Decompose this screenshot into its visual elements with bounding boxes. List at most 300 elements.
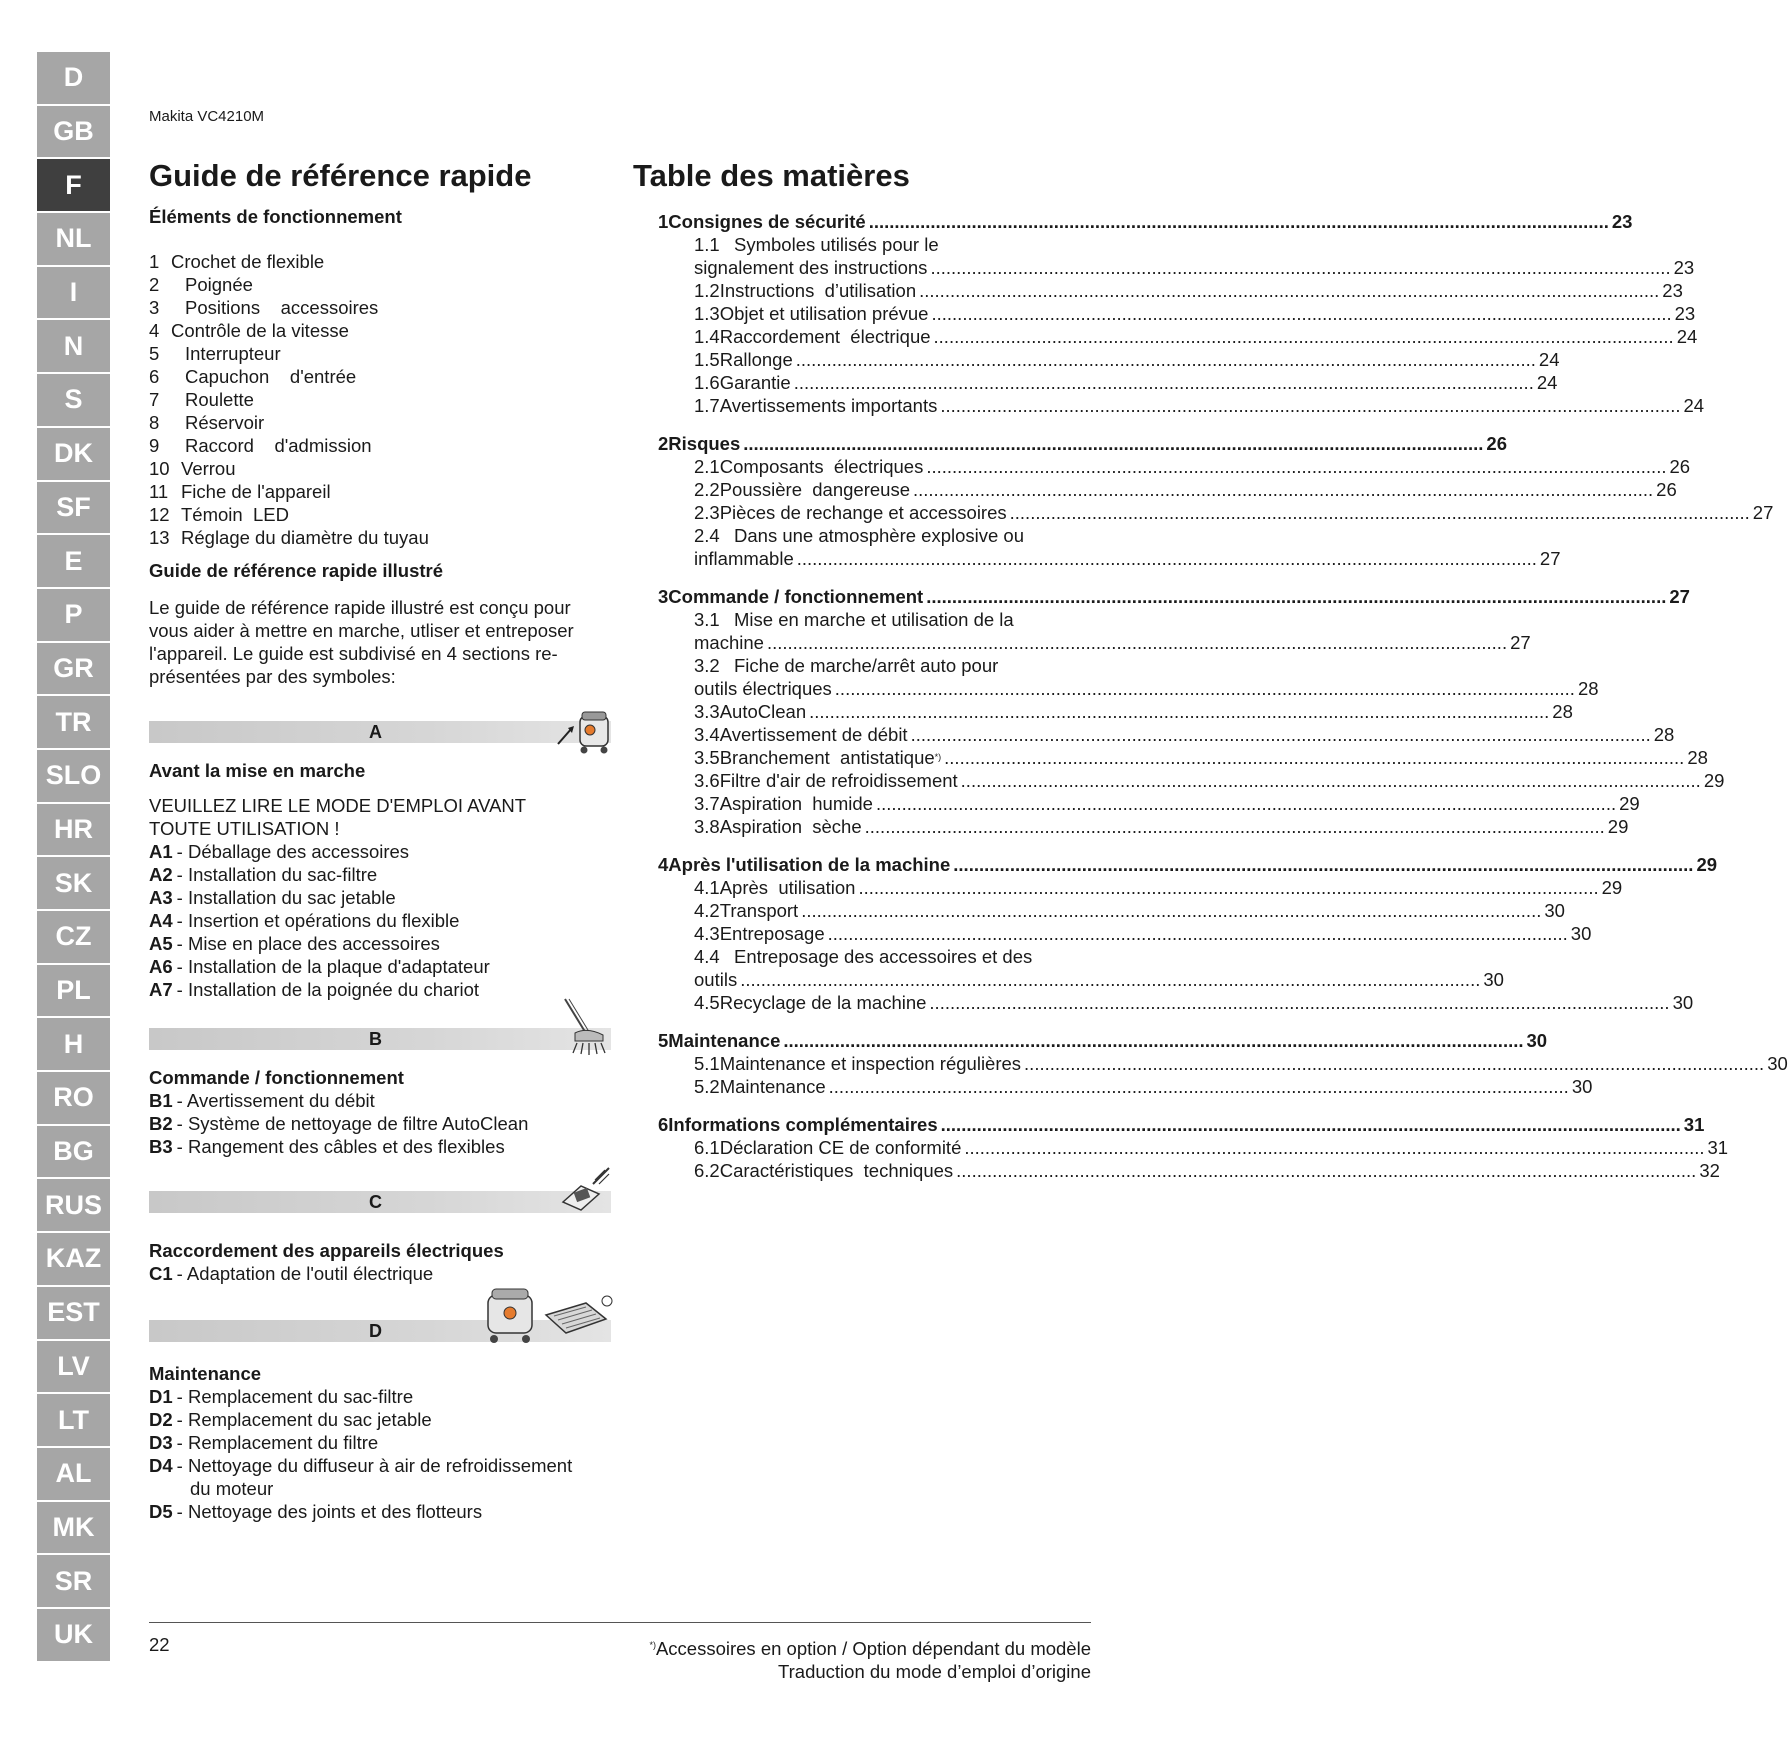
toc-chapter-number: 4: [658, 854, 669, 875]
item-label: Réglage du diamètre du tuyau: [181, 527, 429, 548]
list-item: [149, 978, 619, 1001]
list-item: [149, 1408, 619, 1431]
list-item: [149, 1454, 619, 1477]
power-tool-icon: [559, 1164, 611, 1214]
language-tab-mk[interactable]: MK: [37, 1502, 110, 1556]
illustrated-title: Guide de référence rapide illustré: [149, 560, 444, 581]
toc-entry-line: [658, 991, 1694, 1014]
toc-chapter-heading[interactable]: [658, 1029, 1548, 1052]
toc-entry[interactable]: [658, 792, 1640, 815]
item-label: - Installation de la poignée du chariot: [176, 979, 480, 1000]
toc-chapter: [658, 432, 1774, 570]
toc-entry-title: Filtre d'air de refroidissement: [719, 770, 958, 791]
section-letter: B: [369, 1029, 382, 1049]
language-tab-al[interactable]: AL: [37, 1448, 110, 1502]
item-label: Crochet de flexible: [171, 251, 325, 272]
toc-page-number: 29: [1696, 854, 1718, 875]
toc-entry-text: Symboles utilisés pour le: [734, 234, 939, 255]
toc-entry-text: Fiche de marche/arrêt auto pour: [734, 655, 999, 676]
toc-entry[interactable]: [658, 899, 1565, 922]
toc-chapter-heading[interactable]: [658, 585, 1690, 608]
language-tab-n[interactable]: N: [37, 320, 110, 374]
toc-leader-dots: [964, 1136, 1704, 1159]
item-label: - Installation du sac jetable: [176, 887, 396, 908]
toc-leader-dots: [1010, 501, 1750, 524]
toc-leader-dots: [929, 991, 1669, 1014]
toc-chapter-heading[interactable]: [658, 432, 1507, 455]
toc-entry-number: 3.7: [694, 793, 720, 814]
toc-page-number: 29: [1607, 816, 1629, 837]
language-tab-cz[interactable]: CZ: [37, 911, 110, 965]
toc-entry-line: [658, 501, 1774, 524]
toc-entry-line: [658, 1136, 1729, 1159]
list-item: [149, 1135, 619, 1158]
quick-reference-column: [149, 205, 619, 1523]
toc-chapter-title: Après l'utilisation de la machine: [668, 854, 951, 875]
list-item: [149, 886, 619, 909]
item-code: A2: [149, 864, 173, 885]
toc-page-number: 23: [1611, 211, 1633, 232]
toc-entry[interactable]: [658, 478, 1677, 501]
list-item: [149, 480, 619, 503]
toc-leader-dots: [858, 876, 1598, 899]
toc-entry-number: 1.4: [694, 326, 720, 347]
toc-entry-number: 2.2: [694, 479, 720, 500]
vacuum-cleaner-icon: [554, 706, 614, 756]
table-of-contents: [658, 210, 1788, 1197]
toc-entry-text: Dans une atmosphère explosive ou: [734, 525, 1025, 546]
language-tab-slo[interactable]: SLO: [37, 750, 110, 804]
toc-page-number: 23: [1673, 257, 1695, 278]
toc-entry[interactable]: [658, 1159, 1720, 1182]
item-label: Verrou: [181, 458, 236, 479]
toc-entry-line: [658, 631, 1531, 654]
toc-entry-line: [658, 968, 1504, 991]
toc-entry[interactable]: [658, 945, 1504, 991]
toc-entry-number: 3.6: [694, 770, 720, 791]
toc-entry-number: 3.3: [694, 701, 720, 722]
toc-entry-title: Rallonge: [719, 349, 793, 370]
toc-entry-title: inflammable: [694, 548, 794, 569]
item-number: 6: [149, 366, 160, 387]
toc-chapter-number: 5: [658, 1030, 669, 1051]
item-number: 2: [149, 274, 160, 295]
section-letter: A: [369, 722, 382, 742]
toc-leader-dots: [934, 325, 1674, 348]
toc-entry-line: [658, 348, 1560, 371]
toc-chapter-title: Informations complémentaires: [668, 1114, 938, 1135]
toc-chapter: [658, 210, 1705, 417]
toc-chapter-heading[interactable]: [658, 210, 1633, 233]
toc-entry[interactable]: [658, 654, 1599, 700]
list-item: [149, 1262, 619, 1285]
item-label: Contrôle de la vitesse: [171, 320, 349, 341]
footnote: [649, 1634, 1091, 1683]
section-a-title: Avant la mise en marche: [149, 760, 366, 781]
item-code: B1: [149, 1090, 173, 1111]
toc-entry[interactable]: [658, 394, 1705, 417]
footnote-mark: *): [934, 752, 942, 762]
toc-entry-title: Avertissements importants: [719, 395, 938, 416]
item-number: 4: [149, 320, 160, 341]
toc-leader-dots: [869, 210, 1609, 233]
toc-leader-dots: [740, 968, 1480, 991]
item-label: Capuchon d'entrée: [185, 366, 357, 387]
toc-entry-line: [658, 279, 1683, 302]
toc-entry-number: 1.6: [694, 372, 720, 393]
toc-entry-number: 6.2: [694, 1160, 720, 1181]
list-item: [149, 319, 619, 342]
toc-entry[interactable]: [658, 815, 1629, 838]
list-item: [149, 411, 619, 434]
toc-page-number: 30: [1672, 992, 1694, 1013]
item-label: - Nettoyage du diffuseur à air de refroidissement: [176, 1455, 573, 1476]
toc-entry-line: [658, 945, 1118, 968]
toc-page-number: 30: [1570, 923, 1592, 944]
toc-entry-number: 1.2: [694, 280, 720, 301]
toc-chapter-title: Consignes de sécurité: [668, 211, 866, 232]
toc-chapter-number: 2: [658, 433, 669, 454]
toc-page-number: 28: [1552, 701, 1573, 722]
list-item: [149, 1500, 619, 1523]
toc-page-number: 26: [1669, 456, 1691, 477]
list-item: [149, 1089, 619, 1112]
toc-page-number: 23: [1662, 280, 1683, 301]
toc-entry-line: [658, 899, 1565, 922]
language-tab-h[interactable]: H: [37, 1018, 110, 1072]
toc-entry[interactable]: [658, 991, 1694, 1014]
toc-entry-line: [658, 922, 1592, 945]
toc-entry-line: [658, 608, 1118, 631]
toc-entry-line: [658, 394, 1705, 417]
toc-entry-number: 3.2: [694, 655, 720, 676]
toc-entry[interactable]: [658, 608, 1531, 654]
item-label: - Insertion et opérations du flexible: [176, 910, 460, 931]
toc-entry-title: Caractéristiques techniques: [719, 1160, 954, 1181]
toc-page-number: 27: [1752, 502, 1774, 523]
toc-page-number: 30: [1571, 1076, 1593, 1097]
item-label: Réservoir: [185, 412, 265, 433]
language-tab-p[interactable]: P: [37, 589, 110, 643]
toc-entry[interactable]: [658, 233, 1695, 279]
list-item: [149, 1385, 619, 1408]
item-label: - Remplacement du sac-filtre: [176, 1386, 414, 1407]
toc-entry-number: 1.3: [694, 303, 720, 324]
toc-entry-title: Aspiration humide: [719, 793, 873, 814]
toc-page-number: 27: [1539, 548, 1561, 569]
item-code: D1: [149, 1386, 173, 1407]
toc-chapter-title: Commande / fonctionnement: [668, 586, 924, 607]
toc-leader-dots: [953, 853, 1693, 876]
list-item: [149, 388, 619, 411]
toc-entry-number: 3.4: [694, 724, 720, 745]
toc-entry-line: [658, 325, 1698, 348]
toc-page-number: 28: [1687, 747, 1708, 768]
language-tab-dk[interactable]: DK: [37, 428, 110, 482]
footnote-mark: *): [649, 1640, 656, 1650]
toc-entry[interactable]: [658, 1075, 1593, 1098]
language-tab-rus[interactable]: RUS: [37, 1179, 110, 1233]
language-tab-gr[interactable]: GR: [37, 643, 110, 697]
toc-leader-dots: [940, 394, 1680, 417]
toc-entry-line: [658, 233, 1118, 256]
item-label: - Installation du sac-filtre: [176, 864, 378, 885]
toc-entry-title: machine: [694, 632, 764, 653]
item-label: - Installation de la plaque d'adaptateur: [176, 956, 490, 977]
toc-entry-title: Maintenance et inspection régulières: [719, 1053, 1022, 1074]
language-tab-bg[interactable]: BG: [37, 1126, 110, 1180]
toc-page-number: 31: [1683, 1114, 1705, 1135]
toc-entry-title: outils électriques: [694, 678, 832, 699]
toc-entry-line: [658, 677, 1599, 700]
toc-entry-line: [658, 1159, 1720, 1182]
item-code: C1: [149, 1263, 173, 1284]
item-number: 12: [149, 504, 170, 525]
item-number: 8: [149, 412, 160, 433]
toc-entry[interactable]: [658, 348, 1560, 371]
toc-chapter: [658, 853, 1718, 1014]
toc-entry[interactable]: [658, 455, 1691, 478]
list-item: [149, 273, 619, 296]
toc-entry[interactable]: [658, 371, 1558, 394]
floor-nozzle-icon: [557, 997, 612, 1059]
toc-entry[interactable]: [658, 1052, 1788, 1075]
item-label: - Remplacement du sac jetable: [176, 1409, 432, 1430]
language-tab-gb[interactable]: GB: [37, 106, 110, 160]
item-number: 3: [149, 297, 160, 318]
toc-page-number: 26: [1656, 479, 1677, 500]
toc-page-number: 29: [1619, 793, 1640, 814]
toc-leader-dots: [926, 455, 1666, 478]
language-tab-lt[interactable]: LT: [37, 1394, 110, 1448]
language-tab-kaz[interactable]: KAZ: [37, 1233, 110, 1287]
toc-entry[interactable]: [658, 769, 1725, 792]
toc-entry-number: 1.1: [694, 234, 720, 255]
toc-entry-text: Entreposage des accessoires et des: [734, 946, 1033, 967]
toc-chapter-heading[interactable]: [658, 1113, 1705, 1136]
language-tab-f[interactable]: F: [37, 159, 110, 213]
maintenance-icon: [474, 1285, 614, 1347]
item-code: A1: [149, 841, 173, 862]
footer-rule: [149, 1622, 1091, 1623]
language-tab-sk[interactable]: SK: [37, 857, 110, 911]
toc-entry[interactable]: [658, 723, 1675, 746]
toc-leader-dots: [797, 547, 1537, 570]
toc-leader-dots: [767, 631, 1507, 654]
toc-entry-title: signalement des instructions: [694, 257, 928, 278]
toc-entry-number: 1.5: [694, 349, 720, 370]
list-item: [149, 503, 619, 526]
toc-entry[interactable]: [658, 876, 1623, 899]
toc-leader-dots: [801, 899, 1541, 922]
toc-entry[interactable]: [658, 746, 1708, 769]
language-tab-e[interactable]: E: [37, 535, 110, 589]
item-label: - Mise en place des accessoires: [176, 933, 440, 954]
list-item: [149, 526, 619, 549]
language-tab-ro[interactable]: RO: [37, 1072, 110, 1126]
toc-leader-dots: [828, 922, 1568, 945]
item-label: Poignée: [185, 274, 253, 295]
toc-entry-number: 4.4: [694, 946, 720, 967]
language-tab-i[interactable]: I: [37, 267, 110, 321]
toc-entry-number: 4.5: [694, 992, 720, 1013]
toc-entry[interactable]: [658, 700, 1573, 723]
language-tab-sf[interactable]: SF: [37, 482, 110, 536]
section-letter: C: [369, 1192, 382, 1212]
toc-entry[interactable]: [658, 922, 1592, 945]
item-number: 7: [149, 389, 160, 410]
page-title: Guide de référence rapide: [149, 158, 532, 193]
controls-subtitle: Éléments de fonctionnement: [149, 206, 402, 227]
item-code: D2: [149, 1409, 173, 1430]
toc-entry-line: [658, 876, 1623, 899]
toc-leader-dots: [930, 256, 1670, 279]
toc-page-number: 24: [1538, 349, 1560, 370]
toc-entry-title: Après utilisation: [719, 877, 856, 898]
toc-entry-line: [658, 256, 1695, 279]
list-item: [149, 932, 619, 955]
toc-leader-dots: [919, 279, 1659, 302]
item-label: - Remplacement du filtre: [176, 1432, 379, 1453]
illustrated-text: Le guide de référence rapide illustré est conçu pour vous aider à mettre en marche, utliser et entreposer l'appareil. Le guide est subdivisé en 4 sections re-présentées par des symboles:: [149, 597, 574, 687]
toc-entry-number: 3.8: [694, 816, 720, 837]
toc-entry-number: 2.4: [694, 525, 720, 546]
toc-leader-dots: [944, 746, 1684, 769]
toc-chapter-number: 1: [658, 211, 669, 232]
section-d-list: [149, 1385, 619, 1523]
toc-entry[interactable]: [658, 279, 1683, 302]
toc-entry-line: [658, 792, 1640, 815]
toc-leader-dots: [1024, 1052, 1764, 1075]
toc-entry-line: [658, 302, 1696, 325]
item-label: Positions accessoires: [185, 297, 379, 318]
toc-entry-line: [658, 723, 1675, 746]
toc-page-number: 30: [1483, 969, 1504, 990]
item-code: A3: [149, 887, 173, 908]
toc-page-number: 27: [1510, 632, 1531, 653]
toc-leader-dots: [794, 371, 1534, 394]
toc-entry-number: 3.5: [694, 747, 720, 768]
item-code: D5: [149, 1501, 173, 1522]
item-code: D4: [149, 1455, 173, 1476]
toc-entry[interactable]: [658, 302, 1696, 325]
toc-page-number: 30: [1526, 1030, 1548, 1051]
toc-chapter: [658, 1029, 1788, 1098]
toc-leader-dots: [913, 478, 1653, 501]
item-number: 5: [149, 343, 160, 364]
language-sidebar: [37, 52, 110, 1663]
list-item: [149, 955, 619, 978]
page-number: 22: [149, 1634, 170, 1655]
toc-entry-title: Instructions d’utilisation: [719, 280, 917, 301]
list-item: [149, 342, 619, 365]
toc-page-number: 23: [1674, 303, 1696, 324]
item-label: - Système de nettoyage de filtre AutoClean: [176, 1113, 529, 1134]
toc-chapter-number: 6: [658, 1114, 669, 1135]
toc-entry-title: AutoClean: [719, 701, 807, 722]
toc-entry-title: Déclaration CE de conformité: [719, 1137, 962, 1158]
language-tab-nl[interactable]: NL: [37, 213, 110, 267]
toc-leader-dots: [835, 677, 1575, 700]
list-item: [149, 457, 619, 480]
language-tab-s[interactable]: S: [37, 374, 110, 428]
toc-entry-title: Garantie: [719, 372, 791, 393]
toc-page-number: 30: [1767, 1053, 1788, 1074]
toc-entry[interactable]: [658, 501, 1774, 524]
toc-page-number: 24: [1536, 372, 1558, 393]
language-tab-uk[interactable]: UK: [37, 1609, 110, 1663]
list-item: [149, 863, 619, 886]
toc-leader-dots: [956, 1159, 1696, 1182]
section-d-title: Maintenance: [149, 1363, 262, 1384]
language-tab-sr[interactable]: SR: [37, 1555, 110, 1609]
toc-page-number: 31: [1707, 1137, 1729, 1158]
language-tab-d[interactable]: D: [37, 52, 110, 106]
toc-leader-dots: [829, 1075, 1569, 1098]
toc-entry-line: [658, 547, 1561, 570]
language-tab-lv[interactable]: LV: [37, 1341, 110, 1395]
section-bar-d: [149, 1307, 619, 1352]
footnote-text: Accessoires en option / Option dépendant du modèle: [655, 1638, 1091, 1660]
toc-entry-title: Raccordement électrique: [719, 326, 931, 347]
toc-entry-title: Recyclage de la machine: [719, 992, 927, 1013]
language-tab-est[interactable]: EST: [37, 1287, 110, 1341]
item-number: 10: [149, 458, 170, 479]
item-label: du moteur: [190, 1478, 274, 1499]
list-item: [149, 365, 619, 388]
toc-page-number: 29: [1601, 877, 1623, 898]
item-number: 9: [149, 435, 160, 456]
toc-entry-title: Transport: [719, 900, 799, 921]
toc-entry[interactable]: [658, 1136, 1729, 1159]
toc-entry-number: 4.2: [694, 900, 720, 921]
section-a-warning: VEUILLEZ LIRE LE MODE D'EMPLOI AVANT TOUTE UTILISATION !: [149, 795, 526, 839]
toc-entry-number: 2.3: [694, 502, 720, 523]
language-tab-pl[interactable]: PL: [37, 965, 110, 1019]
section-bar-a: [149, 708, 619, 753]
language-tab-tr[interactable]: TR: [37, 696, 110, 750]
toc-leader-dots: [961, 769, 1701, 792]
toc-chapter-heading[interactable]: [658, 853, 1718, 876]
item-number: 13: [149, 527, 170, 548]
language-tab-hr[interactable]: HR: [37, 804, 110, 858]
item-number: 11: [149, 481, 169, 502]
toc-leader-dots: [809, 700, 1549, 723]
translation-note: Traduction du mode d’emploi d’origine: [778, 1661, 1091, 1683]
toc-page-number: 30: [1544, 900, 1565, 921]
item-label: - Déballage des accessoires: [176, 841, 410, 862]
section-c-list: [149, 1262, 619, 1285]
toc-leader-dots: [931, 302, 1671, 325]
item-label: Témoin LED: [181, 504, 289, 525]
toc-page-number: 26: [1486, 433, 1507, 454]
toc-entry-line: [658, 654, 1118, 677]
list-item: [149, 1431, 619, 1454]
toc-entry[interactable]: [658, 524, 1561, 570]
toc-entry-title: Avertissement de débit: [719, 724, 908, 745]
item-number: 1: [149, 251, 160, 272]
toc-entry-text: Mise en marche et utilisation de la: [734, 609, 1014, 630]
toc-entry-number: 6.1: [694, 1137, 720, 1158]
toc-entry-number: 3.1: [694, 609, 720, 630]
item-code: A5: [149, 933, 173, 954]
controls-list: [149, 250, 619, 549]
item-label: - Nettoyage des joints et des flotteurs: [176, 1501, 483, 1522]
toc-entry[interactable]: [658, 325, 1698, 348]
toc-leader-dots: [865, 815, 1605, 838]
toc-entry-line: [658, 815, 1629, 838]
item-label: Fiche de l'appareil: [181, 481, 331, 502]
